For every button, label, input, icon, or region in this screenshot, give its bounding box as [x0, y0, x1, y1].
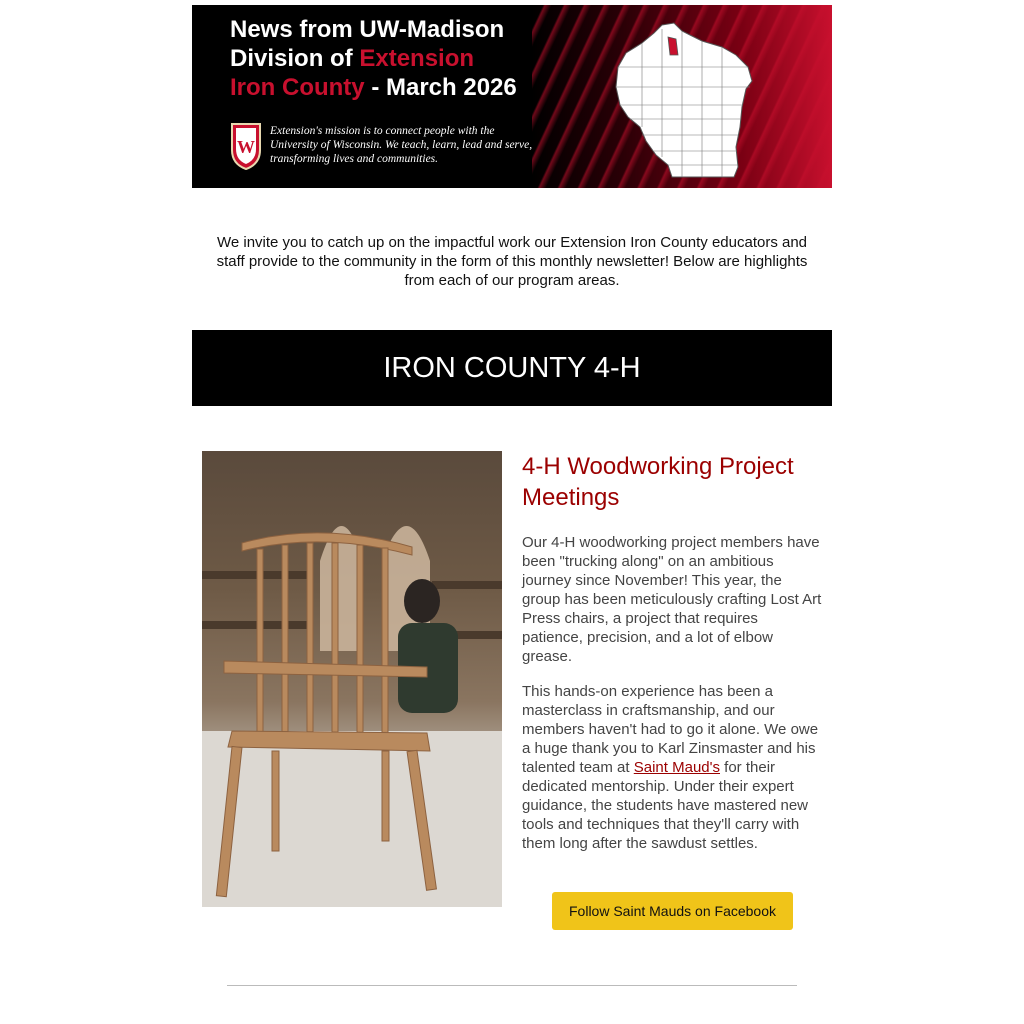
- uw-crest-icon: [230, 120, 262, 170]
- banner-title-line-2: Division of: [230, 45, 360, 72]
- mission-statement: Extension's mission is to connect people with the University of Wisconsin. We teach, learn, lead and serve, transforming lives and communities.: [270, 125, 533, 165]
- crest-letter: W: [237, 137, 255, 157]
- woodworking-photo: [202, 451, 502, 907]
- paragraph-2-text-start: This hands-on experience has been a masterclass in craftsmanship, and our members haven't had to go it alone. We owe a huge thank you to Karl Zinsmaster and his talented team at: [522, 683, 819, 776]
- banner-title: [230, 15, 517, 102]
- wisconsin-map-icon: [612, 17, 762, 182]
- header-banner: [192, 5, 832, 188]
- banner-title-line-1: News from UW-Madison: [230, 16, 505, 43]
- paragraph-2-text-end: for their dedicated mentorship. Under their expert guidance, the students have mastered new tools and techniques that they'll carry with them long after the sawdust settles.: [522, 759, 809, 852]
- banner-title-extension: Extension: [359, 45, 475, 72]
- chair-photo-illustration: [202, 451, 502, 907]
- banner-title-date: - March 2026: [364, 74, 517, 101]
- section-header: [192, 330, 832, 406]
- article-title: 4-H Woodworking Project Meetings: [522, 453, 794, 511]
- article-paragraph-2: [522, 682, 822, 853]
- intro-text: We invite you to catch up on the impactful work our Extension Iron County educators and staff provide to the community in the form of this monthly newsletter! Below are highlights from each of our program areas.: [216, 234, 808, 289]
- saint-mauds-link[interactable]: Saint Maud's: [633, 759, 720, 776]
- article-paragraph-1: Our 4-H woodworking project members have been "trucking along" on an ambitious journey since November! This year, the group has been meticulously crafting Lost Art Press chairs, a project that requires patience, precision, and a lot of elbow grease.: [522, 534, 822, 665]
- section-divider: [227, 985, 797, 986]
- section-title: IRON COUNTY 4-H: [383, 352, 641, 384]
- follow-saint-mauds-facebook-button[interactable]: Follow Saint Mauds on Facebook: [552, 892, 793, 930]
- banner-title-county: Iron County: [230, 74, 365, 101]
